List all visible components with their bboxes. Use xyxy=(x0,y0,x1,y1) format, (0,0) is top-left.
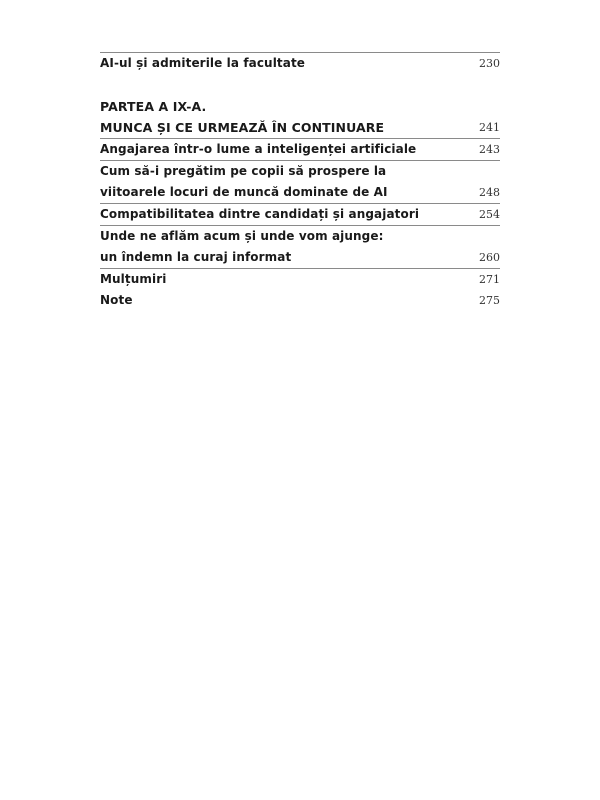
toc-part-title xyxy=(100,96,384,138)
table-of-contents xyxy=(100,52,500,311)
toc-entry-page: 260 xyxy=(479,251,500,264)
toc-entry-where-we-are[interactable] xyxy=(100,225,500,268)
toc-entry-title: Note xyxy=(100,293,133,307)
toc-part-heading[interactable] xyxy=(100,96,500,138)
toc-entry-title-line: un îndemn la curaj informat xyxy=(100,250,292,264)
toc-entry-page: 241 xyxy=(479,121,500,134)
toc-entry-page: 271 xyxy=(479,273,500,286)
toc-entry-title xyxy=(100,161,388,203)
toc-entry-acknowledgements[interactable] xyxy=(100,268,500,290)
toc-entry-prepare-children[interactable] xyxy=(100,160,500,203)
toc-entry-title-line: viitoarele locuri de muncă dominate de AI xyxy=(100,185,388,199)
toc-part-name: MUNCA ȘI CE URMEAZĂ ÎN CONTINUARE xyxy=(100,120,385,135)
toc-entry-ai-admissions[interactable] xyxy=(100,52,500,74)
toc-part-label: PARTEA A IX-A. xyxy=(100,99,207,114)
toc-entry-page: 230 xyxy=(479,57,500,70)
toc-entry-title xyxy=(100,226,384,268)
toc-entry-title-line: Cum să-i pregătim pe copii să prospere la xyxy=(100,164,387,178)
toc-entry-notes[interactable] xyxy=(100,290,500,311)
toc-entry-page: 275 xyxy=(479,294,500,307)
toc-entry-title: AI-ul și admiterile la facultate xyxy=(100,56,306,70)
toc-entry-title: Mulțumiri xyxy=(100,272,167,286)
toc-entry-page: 254 xyxy=(479,208,500,221)
toc-entry-title: Angajarea într-o lume a inteligenței artificiale xyxy=(100,142,417,156)
toc-entry-title: Compatibilitatea dintre candidați și angajatori xyxy=(100,207,420,221)
toc-entry-compatibility[interactable] xyxy=(100,203,500,225)
toc-entry-page: 248 xyxy=(479,186,500,199)
toc-entry-hiring-ai[interactable] xyxy=(100,138,500,160)
toc-entry-title-line: Unde ne aflăm acum și unde vom ajunge: xyxy=(100,229,384,243)
toc-entry-page: 243 xyxy=(479,143,500,156)
